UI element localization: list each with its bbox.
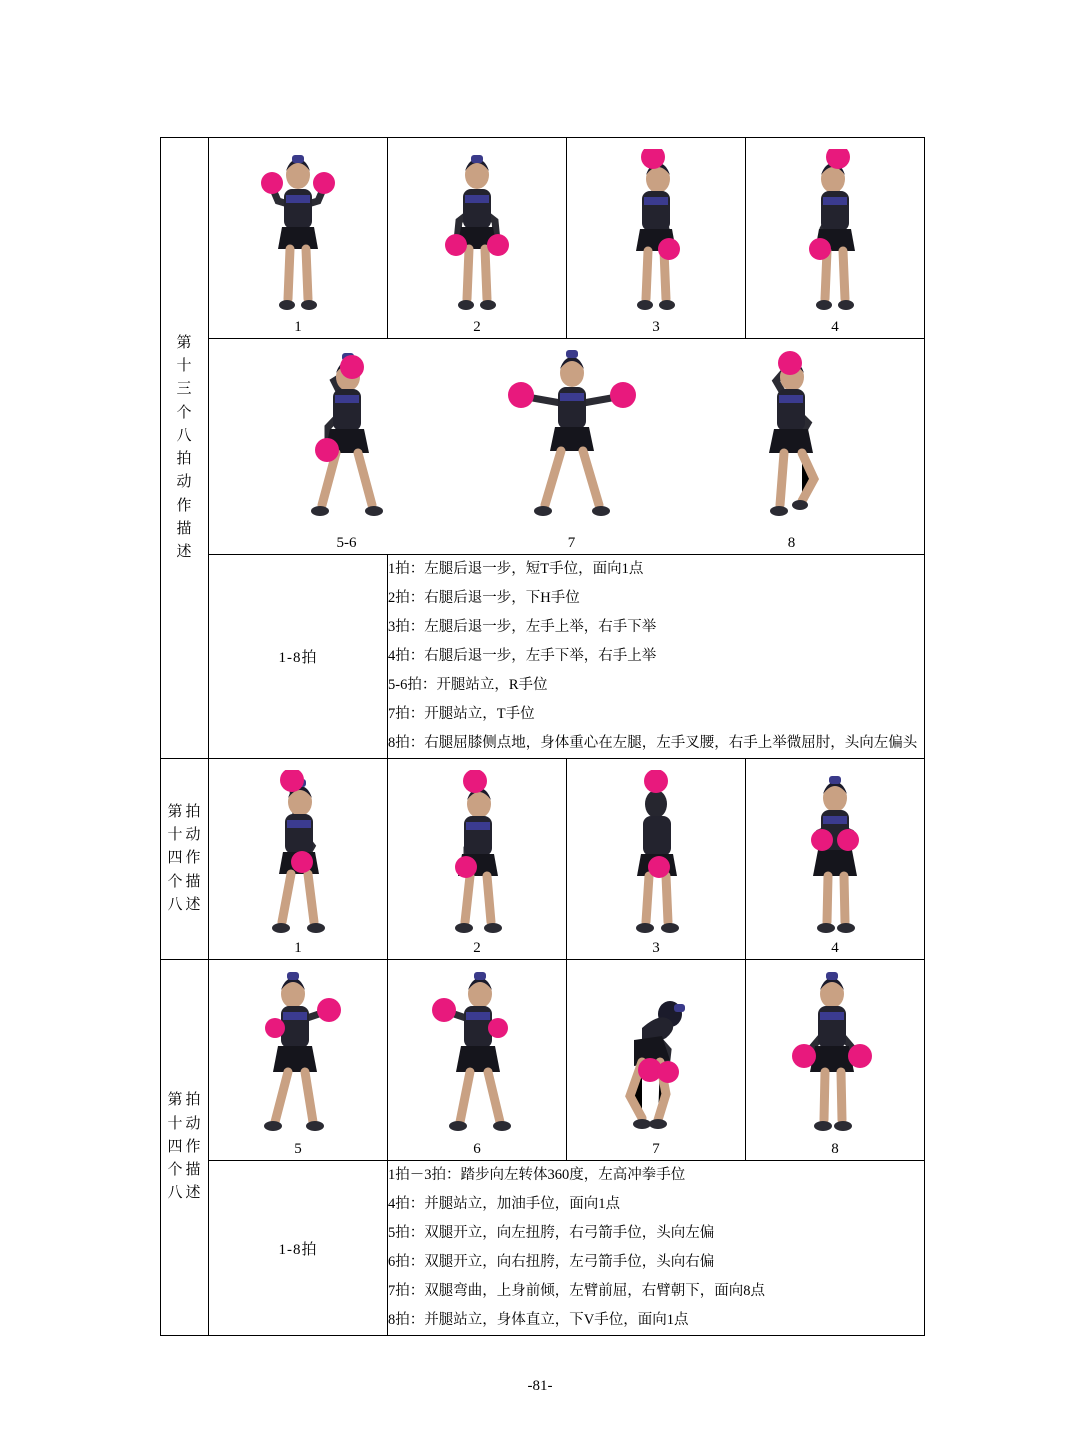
figure-cell — [388, 960, 567, 1161]
description-line: 4拍：右腿后退一步，左手下举，右手上举 — [388, 648, 657, 664]
figure-number: 8 — [831, 1141, 839, 1157]
figure-image — [567, 759, 745, 959]
description-14 — [388, 1161, 925, 1336]
description-line: 8拍：并腿站立，身体直立，下V手位，面向1点 — [388, 1312, 689, 1328]
cheerleader-figure — [417, 149, 537, 314]
table-row — [161, 759, 925, 960]
figure-cell — [209, 759, 388, 960]
description-line: 7拍：开腿站立，T手位 — [388, 706, 535, 722]
cheerleader-figure — [487, 345, 657, 523]
section-label-14a: 拍 动 作 描 述 第 十 四 个 八 — [161, 759, 209, 960]
table-row — [161, 1161, 925, 1336]
figure-cell — [388, 759, 567, 960]
figure-number: 7 — [652, 1141, 660, 1157]
cheerleader-figure — [417, 770, 537, 935]
section-label-13: 第 十 三 个 八 拍 动 作 描 述 — [161, 138, 209, 759]
figure-number: 1 — [294, 319, 302, 335]
figure-image — [746, 960, 924, 1160]
table-row — [161, 960, 925, 1161]
description-line: 5-6拍：开腿站立，R手位 — [388, 677, 548, 693]
figure-image — [567, 960, 745, 1160]
cheerleader-figure — [586, 966, 726, 1136]
description-line: 1拍－3拍：踏步向左转体360度，左高冲拳手位 — [388, 1167, 686, 1183]
figure-image — [567, 138, 745, 338]
cheerleader-figure — [238, 770, 358, 935]
beat-label-13: 1-8拍 — [209, 555, 388, 759]
figure-number: 6 — [473, 1141, 481, 1157]
cheerleader-figure — [596, 770, 716, 935]
figure-image — [388, 759, 566, 959]
description-line: 7拍：双腿弯曲，上身前倾，左臂前屈，右臂朝下，面向8点 — [388, 1283, 765, 1299]
figure-number: 4 — [831, 940, 839, 956]
description-13 — [388, 555, 925, 759]
figure-cell — [209, 960, 388, 1161]
description-line: 4拍：并腿站立，加油手位，面向1点 — [388, 1196, 620, 1212]
figure-number: 1 — [294, 940, 302, 956]
beat-label-14: 1-8拍 — [209, 1161, 388, 1336]
cheerleader-figure — [596, 149, 716, 314]
description-line: 2拍：右腿后退一步，下H手位 — [388, 590, 580, 606]
figure-cell — [388, 138, 567, 339]
figure-image — [746, 759, 924, 959]
figure-cell — [567, 759, 746, 960]
cheerleader-figure — [775, 149, 895, 314]
figure-cell — [746, 138, 925, 339]
cheerleader-figure — [412, 966, 542, 1136]
figure-image — [209, 960, 387, 1160]
figure-number: 3 — [652, 940, 660, 956]
description-line: 3拍：左腿后退一步，左手上举，右手下举 — [388, 619, 657, 635]
figure-number: 2 — [473, 319, 481, 335]
page-number: -81- — [527, 1378, 553, 1394]
routine-table — [160, 137, 925, 1336]
cheerleader-figure — [775, 770, 895, 935]
figure-number: 5 — [294, 1141, 302, 1157]
description-line: 1拍：左腿后退一步，短T手位，面向1点 — [388, 561, 644, 577]
figure-image — [487, 345, 657, 528]
description-line: 5拍：双腿开立，向左扭胯，右弓箭手位，头向左偏 — [388, 1225, 715, 1241]
figure-cell — [567, 138, 746, 339]
figure-image — [272, 345, 422, 528]
figure-image — [209, 138, 387, 338]
figure-number: 3 — [652, 319, 660, 335]
cheerleader-figure — [272, 345, 422, 523]
cheerleader-figure — [233, 966, 363, 1136]
figure-cell — [567, 960, 746, 1161]
figure-image — [388, 960, 566, 1160]
figure-image — [209, 759, 387, 959]
figure-number: 8 — [787, 535, 796, 551]
table-row — [161, 138, 925, 339]
cheerleader-figure — [770, 966, 900, 1136]
cheerleader-figure — [238, 149, 358, 314]
figure-cell — [746, 759, 925, 960]
cheerleader-figure — [722, 345, 862, 523]
description-line: 8拍：右腿屈膝侧点地，身体重心在左腿，左手叉腰，右手上举微屈肘，头向左偏头 — [388, 735, 918, 751]
figure-image — [722, 345, 862, 528]
section-label-14b: 拍 动 作 描 述 第 十 四 个 八 — [161, 960, 209, 1336]
figure-image — [746, 138, 924, 338]
figure-cell-group — [209, 339, 925, 555]
figure-number: 4 — [831, 319, 839, 335]
figure-image — [388, 138, 566, 338]
figure-number: 7 — [567, 535, 576, 551]
description-line: 6拍：双腿开立，向右扭胯，左弓箭手位，头向右偏 — [388, 1254, 715, 1270]
table-row — [161, 339, 925, 555]
figure-number: 2 — [473, 940, 481, 956]
figure-number: 5-6 — [336, 535, 357, 551]
table-row — [161, 555, 925, 759]
figure-cell — [209, 138, 388, 339]
figure-cell — [746, 960, 925, 1161]
